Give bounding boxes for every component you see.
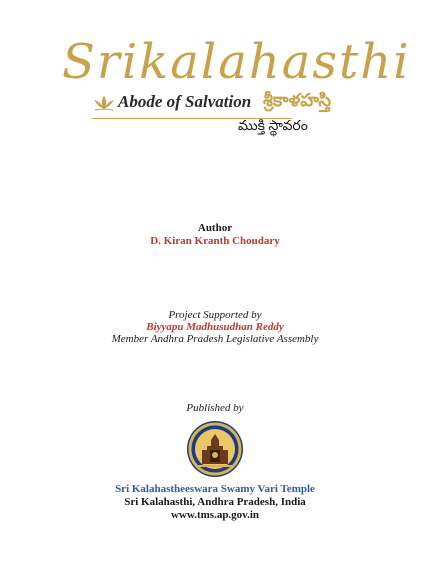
- publisher-place: Sri Kalahasthi, Andhra Pradesh, India: [124, 496, 306, 508]
- publisher-website[interactable]: www.tms.ap.gov.in: [170, 509, 260, 521]
- book-title: Srikalahasthi: [62, 34, 411, 90]
- publisher-name: Sri Kalahastheeswara Swamy Vari Temple: [115, 483, 315, 495]
- lotus-ornament-icon: [92, 94, 116, 112]
- support-label: Project Supported by: [168, 309, 262, 321]
- book-subtitle: Abode of Salvation: [118, 92, 252, 111]
- author-label: Author: [197, 222, 233, 234]
- supporter-name: Biyyapu Madhusudhan Reddy: [146, 321, 284, 333]
- published-label: Published by: [186, 402, 244, 414]
- supporter-role: Member Andhra Pradesh Legislative Assembly: [111, 333, 319, 345]
- telugu-title: శ్రీకాళహస్తి: [263, 90, 331, 110]
- subtitle-row: [92, 92, 392, 116]
- telugu-subtitle: ముక్తి స్థావరం: [238, 119, 308, 134]
- temple-emblem-icon: [186, 420, 244, 478]
- author-name: D. Kiran Kranth Choudary: [150, 235, 280, 247]
